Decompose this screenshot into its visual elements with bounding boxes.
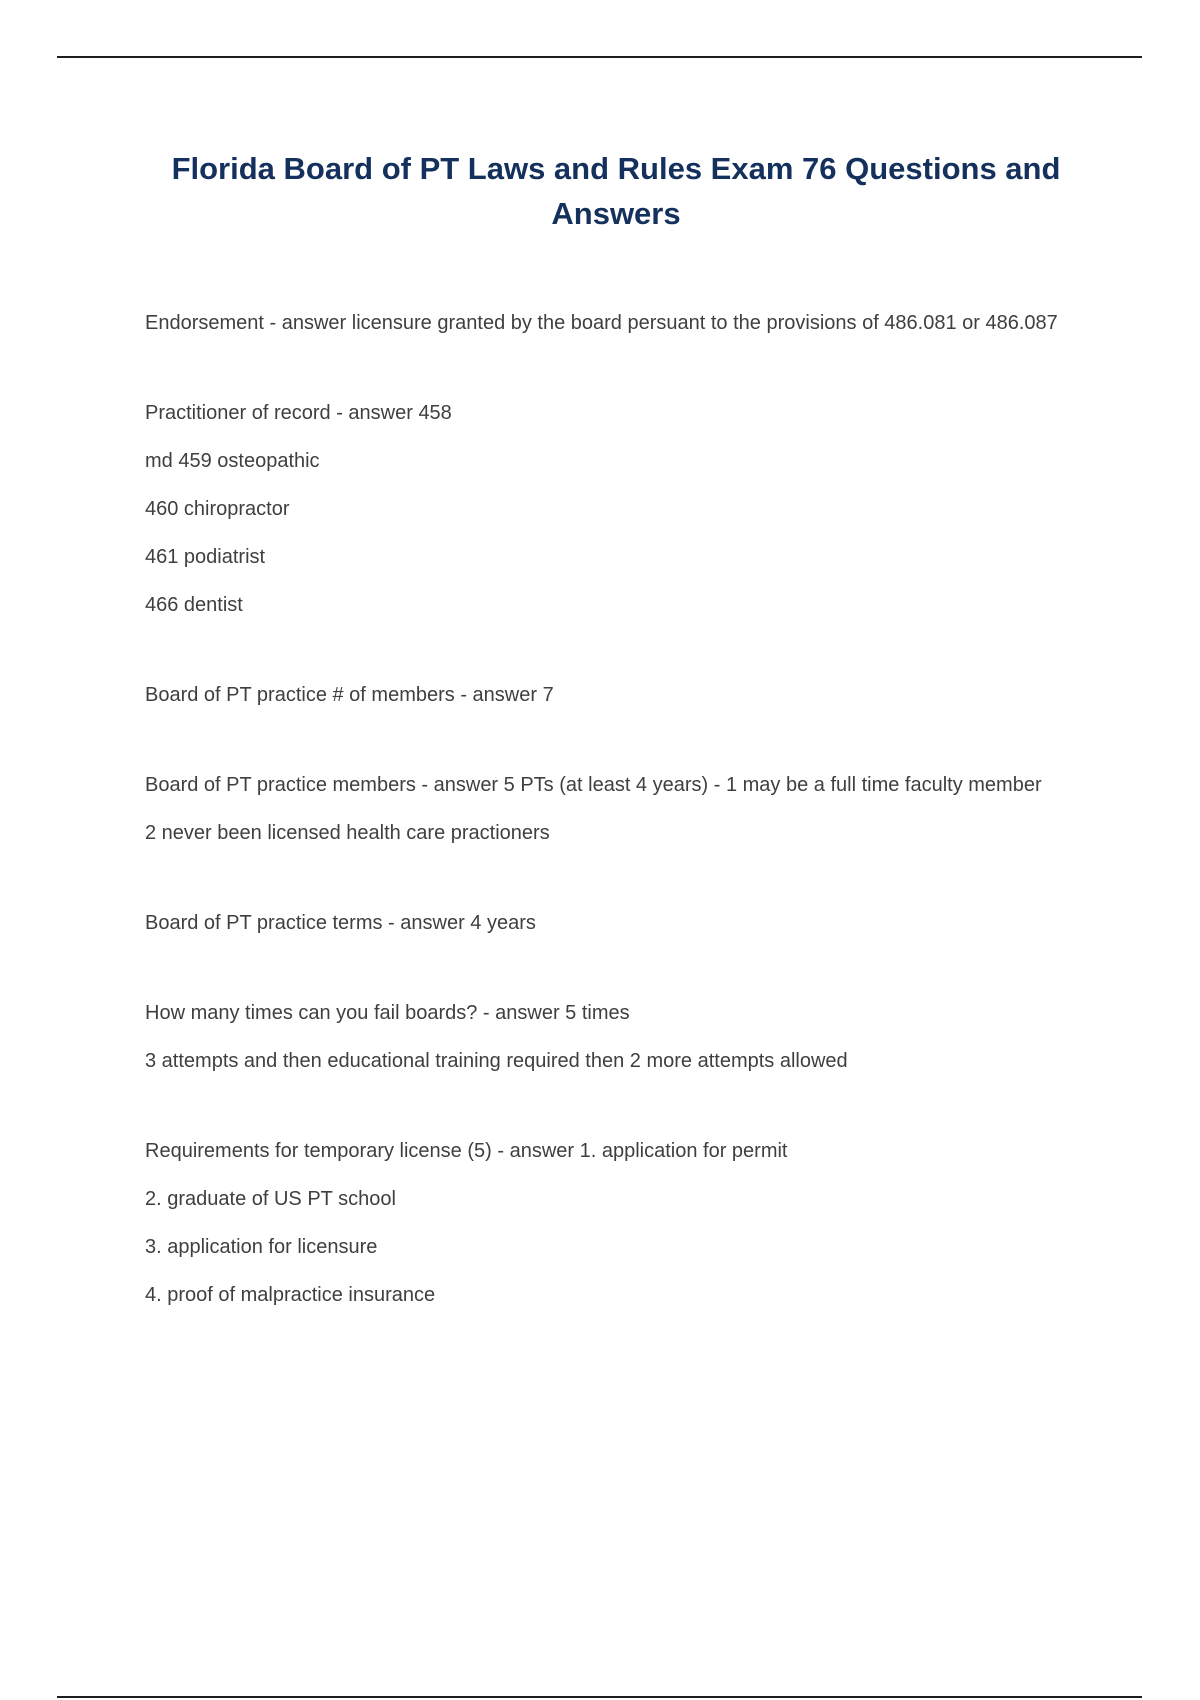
entry-text: 3 attempts and then educational training required then 2 more attempts allowed [145, 1050, 848, 1072]
entry-text: Board of PT practice members - answer 5 PTs (at least 4 years) - 1 may be a full time faculty member [145, 774, 1042, 796]
entry-text: Board of PT practice terms - answer 4 years [145, 912, 536, 934]
entry-text: 2. graduate of US PT school [145, 1188, 396, 1210]
qa-entry-board-failures [145, 997, 1090, 1077]
entry-text: md 459 osteopathic [145, 450, 320, 472]
entry-text: Practitioner of record - answer 458 [145, 402, 452, 424]
entry-text: 4. proof of malpractice insurance [145, 1284, 436, 1306]
qa-entry-temporary-license [145, 1135, 1090, 1311]
footer-rule [57, 1696, 1142, 1698]
qa-entry-board-members-count [145, 679, 1090, 711]
qa-entry-practitioner-of-record [145, 397, 1090, 621]
entry-text: 461 podiatrist [145, 546, 266, 568]
entry-text: Board of PT practice # of members - answer 7 [145, 684, 554, 706]
entry-text: How many times can you fail boards? - answer 5 times [145, 1002, 630, 1024]
entry-text: 466 dentist [145, 594, 243, 616]
qa-entry-board-members [145, 769, 1090, 849]
entry-text: Requirements for temporary license (5) - answer 1. application for permit [145, 1140, 788, 1162]
header-rule [57, 56, 1142, 58]
entry-text: 460 chiropractor [145, 498, 290, 520]
entry-text: Endorsement - answer licensure granted by the board persuant to the provisions of 486.081 or 486.087 [145, 312, 1058, 334]
entry-text: 3. application for licensure [145, 1236, 378, 1258]
qa-list [145, 307, 1090, 1311]
entry-text: 2 never been licensed health care practioners [145, 822, 550, 844]
qa-entry-board-terms [145, 907, 1090, 939]
document-title: Florida Board of PT Laws and Rules Exam 76 Questions and Answers [171, 151, 1061, 231]
qa-entry-endorsement [145, 307, 1090, 339]
